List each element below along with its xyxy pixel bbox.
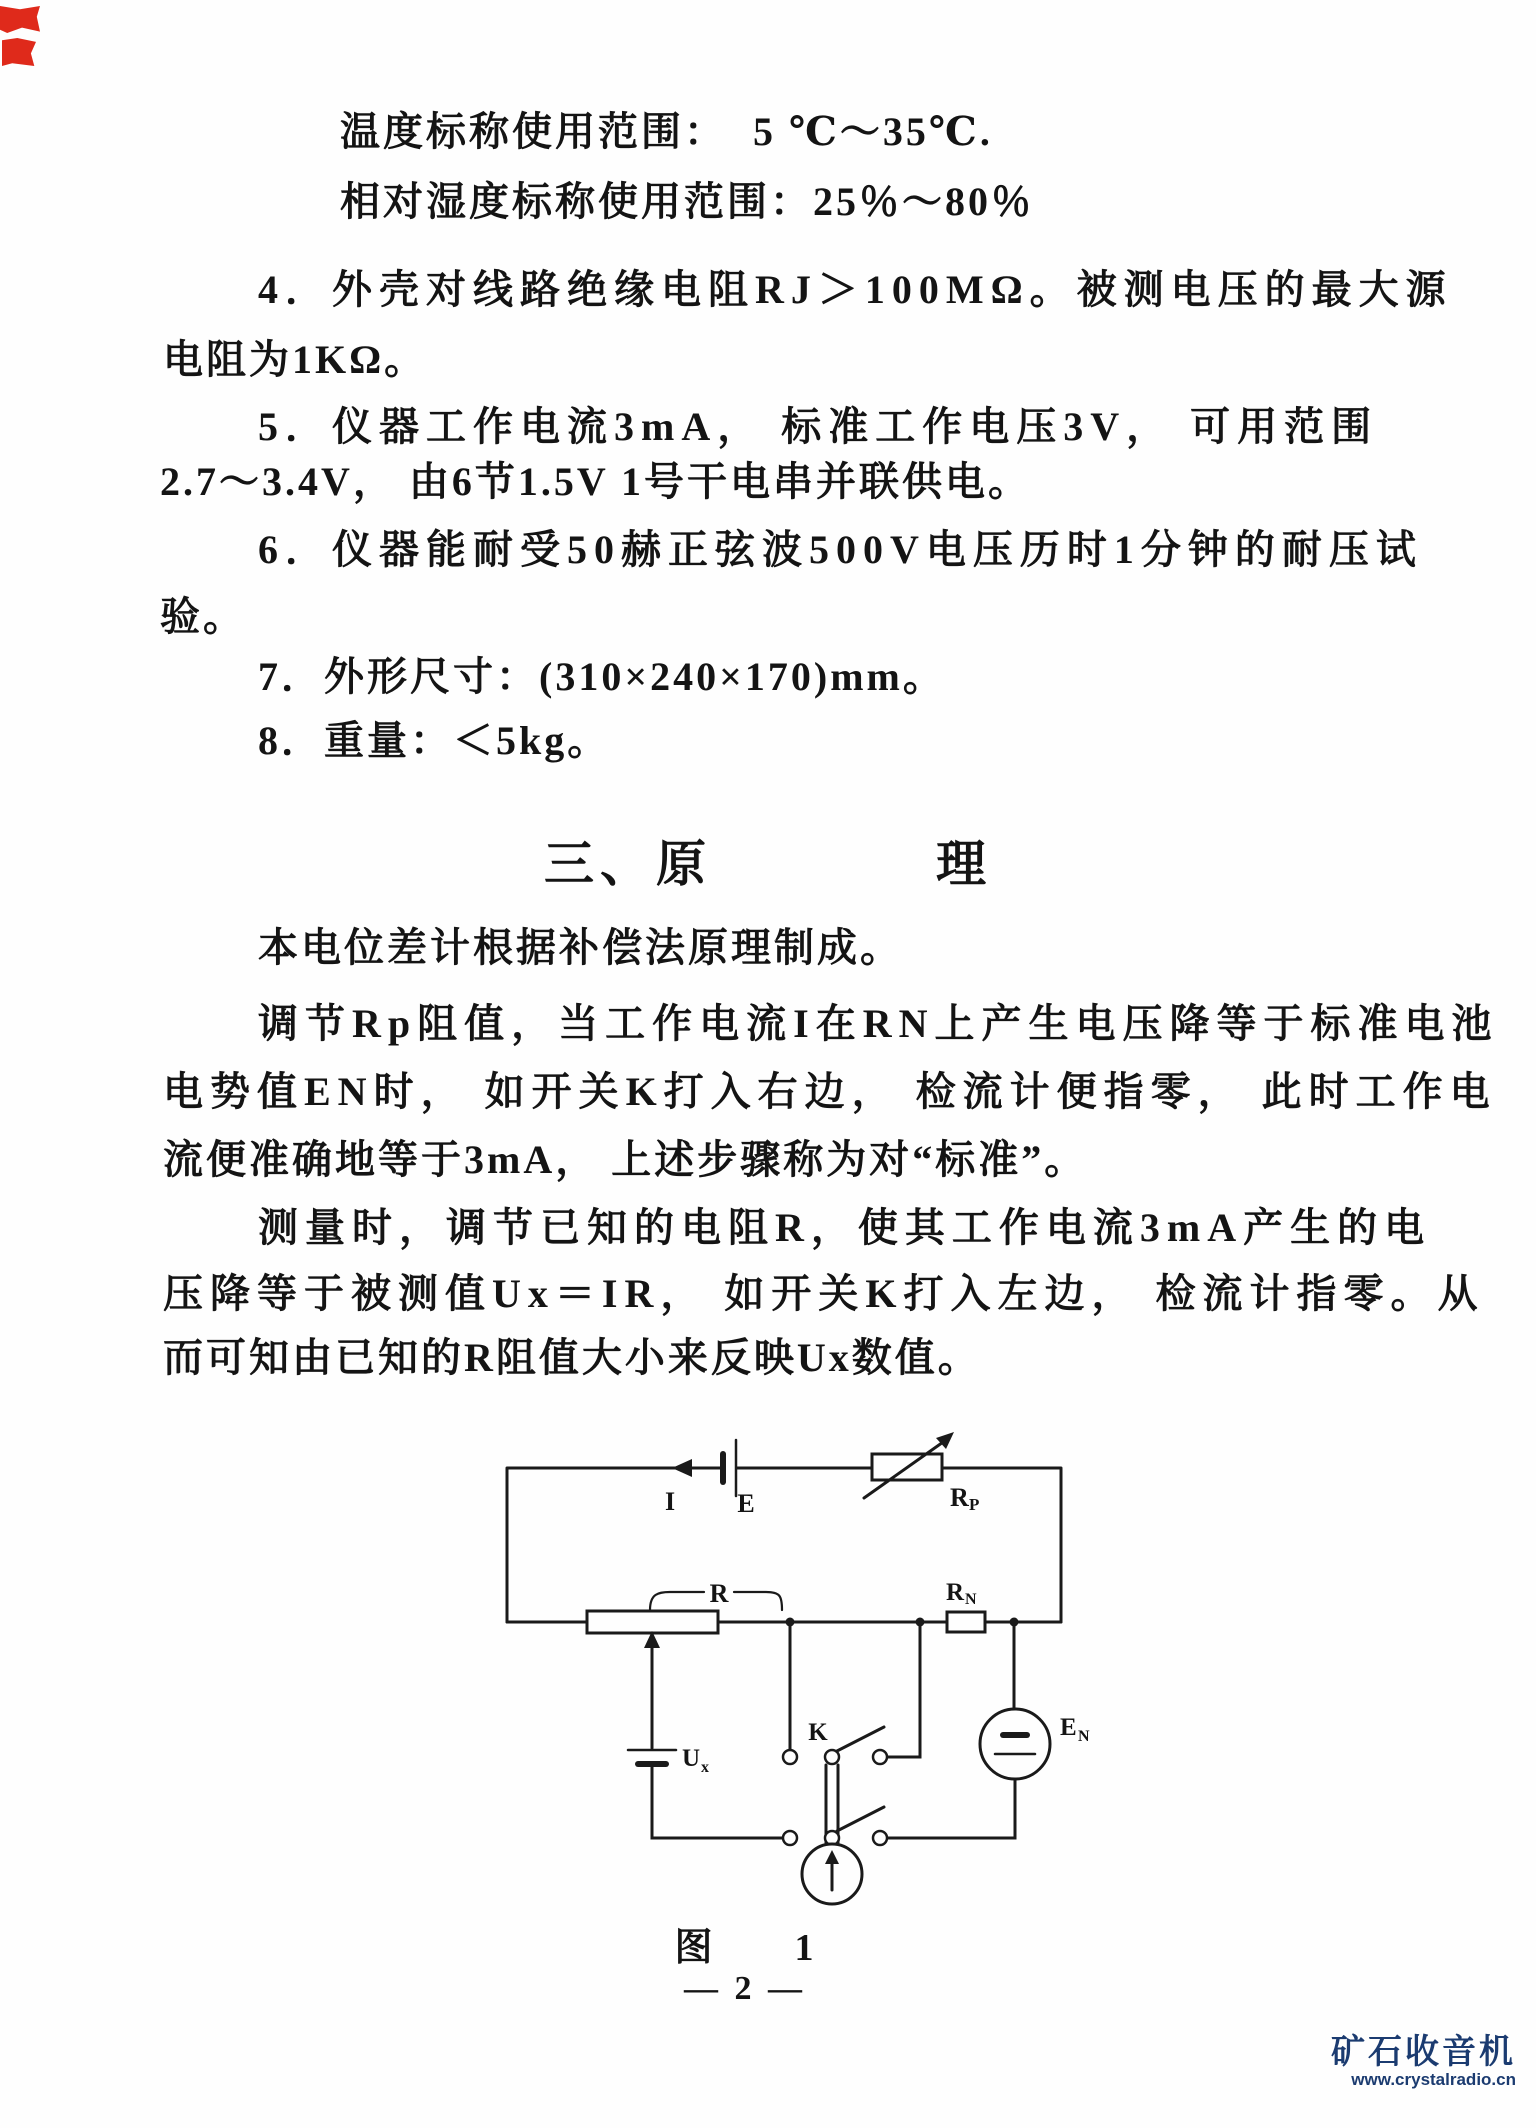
rheostat-icon [864,1432,954,1498]
red-stamp-mark [2,38,36,66]
label-en-sub: N [1078,1728,1090,1745]
spec-line-item6: 6．仪器能耐受50赫正弦波500V电压历时1分钟的耐压试 [258,527,1423,572]
label-ux: U [682,1745,701,1772]
spec-line-item8: 8．重量：＜5kg。 [258,718,611,763]
spec-line-item5-cont: 2.7～3.4V， 由6节1.5V 1号干电串并联供电。 [160,459,1032,504]
label-r: R [709,1579,729,1608]
paragraph-line-6: 压降等于被测值Ux＝IR， 如开关K打入左边， 检流计指零。从 [163,1271,1485,1316]
paragraph-line-3: 电势值EN时， 如开关K打入右边， 检流计便指零， 此时工作电 [163,1069,1497,1114]
switch-contacts [783,1750,887,1845]
label-rp-sub: P [969,1495,980,1514]
paragraph-line-4: 流便准确地等于3mA， 上述步骤称为对“标准”。 [163,1137,1088,1182]
label-rn: R [946,1579,965,1606]
resistor-r-icon [587,1611,718,1633]
spec-line-item4-cont: 电阻为1KΩ。 [163,337,428,382]
resistor-rn-icon [947,1612,985,1632]
label-e: E [737,1489,755,1518]
galvanometer-icon [802,1844,862,1904]
wire [888,1622,920,1757]
label-i: I [664,1487,676,1516]
standard-cell-icon [980,1709,1050,1779]
circuit-diagram [480,1432,1140,1912]
paragraph-line-7: 而可知由已知的R阻值大小来反映Ux数值。 [163,1335,981,1380]
spec-line-item5: 5．仪器工作电流3mA， 标准工作电压3V， 可用范围 [258,404,1379,449]
watermark-title: 矿石收音机 [1331,2033,1516,2071]
wire [507,1468,1061,1622]
figure-caption: 图 1 [674,1927,816,1969]
watermark-url: www.crystalradio.cn [1351,2070,1516,2090]
slider-tap [644,1631,660,1748]
label-k: K [808,1719,828,1746]
spec-line-temperature: 温度标称使用范围： 5 ℃～35℃. [340,109,993,154]
wire [652,1766,782,1838]
label-en: E [1060,1714,1077,1741]
label-rn-sub: N [965,1591,977,1608]
paragraph-line-5: 测量时，调节已知的电阻R，使其工作电流3mA产生的电 [258,1205,1432,1250]
section-heading: 三、原 理 [544,836,992,892]
switch-k-icon [826,1727,884,1843]
page-number: — 2 — [684,1970,806,2007]
label-ux-sub: x [701,1759,709,1776]
label-rp: R [950,1483,969,1512]
battery-icon [723,1440,736,1496]
spec-line-humidity: 相对湿度标称使用范围：25％～80％ [340,179,1034,224]
spec-line-item6-cont: 验。 [160,594,246,639]
ux-battery-icon [628,1750,676,1764]
spec-line-item4: 4．外壳对线路绝缘电阻RJ＞100MΩ。被测电压的最大源 [258,267,1453,312]
paragraph-line-2: 调节Rp阻值，当工作电流I在RN上产生电压降等于标准电池 [258,1001,1499,1046]
paragraph-line-1: 本电位差计根据补偿法原理制成。 [258,925,903,970]
current-arrow-icon [672,1459,692,1477]
red-stamp-mark [0,6,40,33]
wire [888,1779,1015,1838]
spec-line-item7: 7．外形尺寸：(310×240×170)mm。 [258,654,946,699]
watermark [1331,2034,1516,2090]
